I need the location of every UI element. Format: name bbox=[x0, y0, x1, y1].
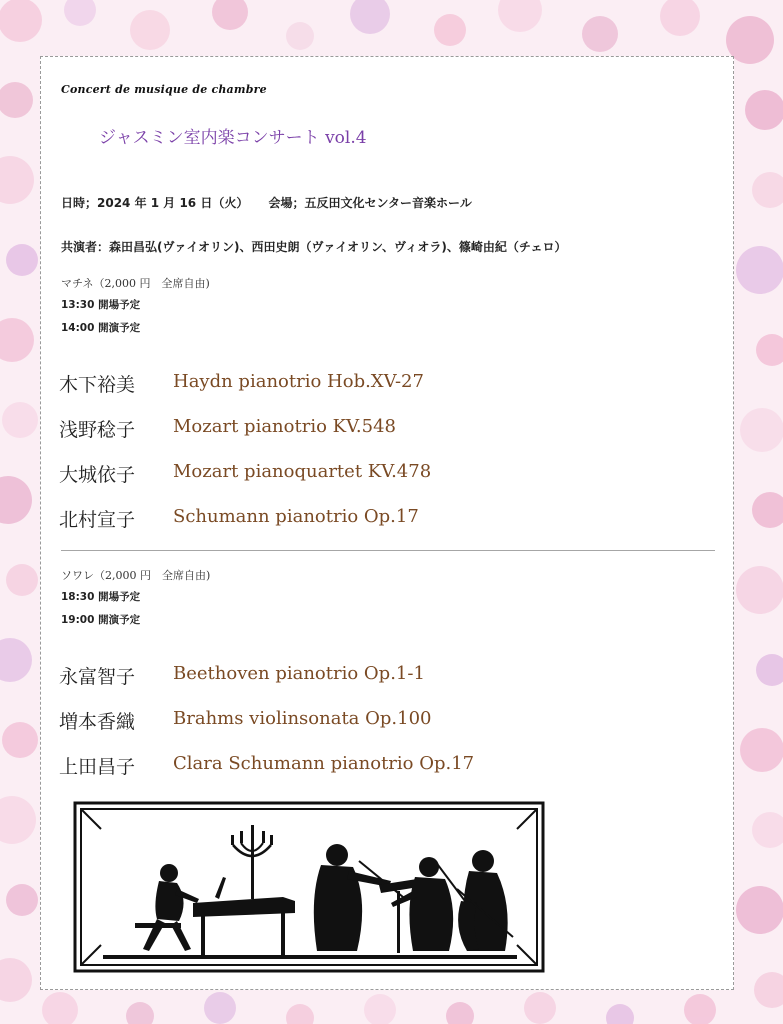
program-piece: Beethoven pianotrio Op.1-1 bbox=[173, 663, 425, 684]
coperformers-line: 共演者：森田昌弘(ヴァイオリン)、西田史朗（ヴァイオリン、ヴィオラ)、篠崎由紀（チェロ） bbox=[61, 240, 567, 254]
program-piece: Haydn pianotrio Hob.XV-27 bbox=[173, 371, 424, 392]
section-divider bbox=[61, 550, 715, 551]
performer-name: 浅野稔子 bbox=[59, 419, 136, 441]
matinee-heading: マチネ（2,000 円 全席自由) bbox=[61, 277, 210, 290]
soiree-start-time: 19:00 開演予定 bbox=[61, 614, 141, 626]
matinee-open-time: 13:30 開場予定 bbox=[61, 299, 141, 311]
program-piece: Mozart pianotrio KV.548 bbox=[173, 416, 397, 437]
program-piece: Mozart pianoquartet KV.478 bbox=[173, 461, 432, 482]
concert-poster-card bbox=[40, 56, 734, 990]
program-piece: Schumann pianotrio Op.17 bbox=[173, 506, 419, 527]
performer-name: 木下裕美 bbox=[59, 374, 136, 396]
performer-name: 北村宣子 bbox=[59, 509, 136, 531]
performer-name: 永富智子 bbox=[59, 666, 136, 688]
concert-venue: 会場；五反田文化センター音楽ホール bbox=[268, 196, 472, 210]
soiree-heading: ソワレ（2,000 円 全席自由) bbox=[61, 569, 211, 582]
concert-date: 日時；2024 年 1 月 16 日（火） bbox=[61, 196, 249, 210]
program-piece: Brahms violinsonata Op.100 bbox=[173, 708, 432, 729]
chamber-ensemble-silhouette-icon bbox=[73, 801, 545, 973]
soiree-open-time: 18:30 開場予定 bbox=[61, 591, 141, 603]
performer-name: 増本香織 bbox=[59, 711, 136, 733]
matinee-start-time: 14:00 開演予定 bbox=[61, 322, 141, 334]
poster-subtitle: Concert de musique de chambre bbox=[61, 83, 267, 96]
program-piece: Clara Schumann pianotrio Op.17 bbox=[173, 753, 475, 774]
performer-name: 上田昌子 bbox=[59, 756, 136, 778]
date-venue-line bbox=[61, 194, 472, 211]
performer-name: 大城依子 bbox=[59, 464, 136, 486]
concert-title: ジャスミン室内楽コンサート vol.4 bbox=[99, 128, 367, 148]
